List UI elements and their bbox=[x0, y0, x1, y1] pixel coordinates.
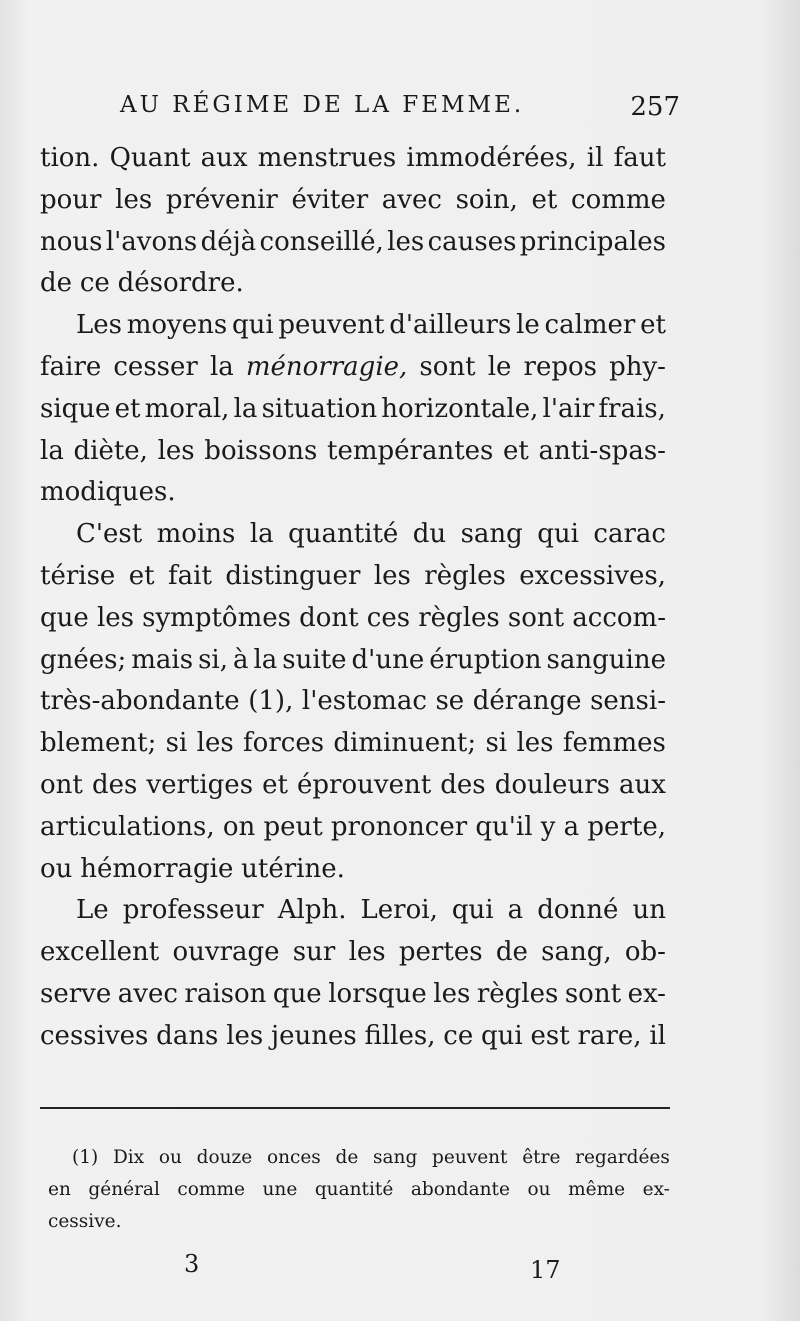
word: déjà bbox=[200, 226, 257, 257]
word: filles, bbox=[364, 1020, 436, 1051]
text-line bbox=[40, 681, 666, 723]
word: général bbox=[88, 1179, 160, 1200]
word: ou bbox=[40, 853, 73, 884]
text-line bbox=[40, 431, 666, 473]
word: térise bbox=[40, 560, 116, 591]
word: il bbox=[586, 143, 604, 173]
word: qui bbox=[231, 310, 274, 341]
word: phy- bbox=[609, 351, 666, 382]
word: que bbox=[40, 602, 89, 633]
text-line bbox=[40, 807, 666, 849]
word: règles bbox=[424, 560, 506, 591]
word: le bbox=[487, 351, 512, 382]
word: anti-spas- bbox=[538, 435, 666, 466]
word: les bbox=[157, 435, 195, 466]
word: ce bbox=[443, 1020, 474, 1051]
word: frais, bbox=[598, 393, 666, 424]
word: sensi- bbox=[590, 686, 666, 717]
word: aux bbox=[200, 143, 248, 173]
word: quantité bbox=[288, 519, 399, 550]
word: y bbox=[540, 811, 556, 842]
word: et bbox=[640, 310, 666, 341]
text-line bbox=[40, 138, 666, 180]
word: dans bbox=[156, 1020, 219, 1051]
word: perte, bbox=[587, 811, 666, 842]
word: (1), bbox=[248, 686, 294, 717]
word: ou bbox=[158, 1147, 182, 1168]
text-line bbox=[40, 640, 666, 682]
text-line bbox=[40, 305, 666, 347]
word: situation bbox=[261, 393, 378, 424]
word: se bbox=[435, 686, 465, 717]
word: les bbox=[196, 728, 234, 759]
word: raison bbox=[184, 978, 267, 1009]
word: d'une bbox=[351, 644, 425, 675]
word: Le bbox=[76, 895, 109, 926]
word: a bbox=[507, 895, 524, 926]
word: femmes bbox=[562, 728, 666, 759]
word: sanguine bbox=[546, 644, 666, 675]
word: pour bbox=[40, 184, 102, 215]
word: et bbox=[503, 435, 529, 466]
word: règles bbox=[476, 978, 559, 1009]
footnote-line bbox=[48, 1174, 670, 1206]
word: serve bbox=[40, 978, 112, 1009]
text-line bbox=[40, 849, 666, 891]
word: ouvrage bbox=[172, 937, 280, 968]
footnote-line bbox=[48, 1142, 670, 1174]
word: la bbox=[40, 435, 64, 466]
word: les bbox=[226, 1020, 264, 1051]
word: soin, bbox=[455, 184, 518, 215]
word: immodérées, bbox=[406, 143, 577, 173]
word: des bbox=[440, 769, 486, 800]
word: gnées; bbox=[40, 644, 127, 675]
word: cesser bbox=[113, 351, 198, 382]
text-line bbox=[40, 932, 666, 974]
word: Leroi, bbox=[360, 895, 438, 926]
word: douze bbox=[196, 1147, 253, 1168]
word: désordre. bbox=[117, 268, 244, 299]
text-line bbox=[40, 514, 666, 556]
word: forces bbox=[243, 728, 325, 759]
word: qu'il bbox=[475, 811, 533, 842]
word: de bbox=[40, 268, 73, 299]
word: faire bbox=[40, 351, 102, 382]
word: des bbox=[91, 769, 138, 800]
footnote-line bbox=[48, 1206, 670, 1238]
running-head: AU RÉGIME DE LA FEMME. bbox=[120, 92, 525, 118]
word: être bbox=[522, 1147, 561, 1168]
page-header bbox=[40, 92, 680, 128]
word: l'estomac bbox=[301, 686, 427, 717]
word: causes bbox=[427, 226, 517, 257]
word: la bbox=[209, 351, 234, 382]
word: rare, bbox=[577, 1020, 642, 1051]
word: les bbox=[96, 602, 134, 633]
word: articulations, bbox=[40, 811, 215, 842]
word: ménorragie, bbox=[245, 351, 408, 382]
word: excessives, bbox=[519, 560, 666, 591]
word: prévenir bbox=[165, 184, 278, 215]
word: avec bbox=[381, 184, 442, 215]
word: sont bbox=[564, 978, 622, 1009]
word: on bbox=[222, 811, 256, 842]
word: si bbox=[485, 728, 508, 759]
word: C'est bbox=[76, 519, 143, 550]
text-line bbox=[40, 890, 666, 932]
text-line bbox=[40, 222, 666, 264]
word: le bbox=[516, 310, 540, 341]
text-line bbox=[40, 556, 666, 598]
word: ont bbox=[40, 769, 83, 800]
word: prononcer bbox=[330, 811, 468, 842]
word: cessive. bbox=[48, 1211, 122, 1232]
word: règles bbox=[418, 602, 500, 633]
word: calmer bbox=[544, 310, 636, 341]
word: tion. bbox=[40, 143, 100, 173]
word: suite bbox=[282, 644, 347, 675]
word: moins bbox=[156, 519, 236, 550]
word: dérange bbox=[472, 686, 582, 717]
word: menstrues bbox=[257, 143, 397, 173]
word: il bbox=[649, 1020, 666, 1051]
word: qui bbox=[481, 1020, 523, 1051]
footnote bbox=[48, 1142, 670, 1238]
word: carac bbox=[593, 519, 666, 550]
word: très-abondante bbox=[40, 686, 240, 717]
word: principales bbox=[519, 226, 666, 257]
word: repos bbox=[523, 351, 597, 382]
word: modiques. bbox=[40, 477, 176, 508]
word: mais bbox=[131, 644, 194, 675]
word: peut bbox=[263, 811, 323, 842]
text-line bbox=[40, 347, 666, 389]
word: peuvent bbox=[432, 1147, 508, 1168]
word: accom- bbox=[572, 602, 666, 633]
word: si bbox=[165, 728, 188, 759]
word: ou bbox=[527, 1179, 551, 1200]
word: ces bbox=[366, 602, 411, 633]
word: onces bbox=[266, 1147, 321, 1168]
word: qui bbox=[537, 519, 579, 550]
word: de bbox=[495, 937, 528, 968]
word: faut bbox=[613, 143, 666, 173]
word: que bbox=[272, 978, 322, 1009]
word: excellent bbox=[40, 937, 160, 968]
word: sont bbox=[419, 351, 476, 382]
word: dont bbox=[299, 602, 359, 633]
word: cessives bbox=[40, 1020, 149, 1051]
word: (1) bbox=[72, 1147, 99, 1168]
word: utérine. bbox=[241, 853, 345, 884]
word: horizontale, bbox=[381, 393, 539, 424]
word: sang bbox=[373, 1147, 418, 1168]
body-text bbox=[40, 138, 666, 1058]
word: qui bbox=[451, 895, 494, 926]
word: d'ailleurs bbox=[389, 310, 512, 341]
word: la bbox=[249, 519, 274, 550]
word: et bbox=[114, 393, 141, 424]
word: la bbox=[253, 644, 278, 675]
word: éruption bbox=[429, 644, 542, 675]
text-line bbox=[40, 1016, 666, 1058]
word: quantité bbox=[314, 1179, 394, 1200]
word: abondante bbox=[410, 1179, 510, 1200]
word: blement; bbox=[40, 728, 157, 759]
word: peuvent bbox=[278, 310, 385, 341]
word: sique bbox=[40, 393, 111, 424]
signature-mark-left: 3 bbox=[184, 1250, 200, 1278]
word: Alph. bbox=[277, 895, 347, 926]
word: un bbox=[632, 895, 666, 926]
word: ex- bbox=[642, 1179, 670, 1200]
word: hémorragie bbox=[80, 853, 234, 884]
word: éviter bbox=[291, 184, 369, 215]
word: nous bbox=[40, 226, 103, 257]
word: les bbox=[115, 184, 153, 215]
text-line bbox=[40, 472, 666, 514]
word: les bbox=[387, 226, 425, 257]
word: diminuent; bbox=[333, 728, 477, 759]
text-line bbox=[40, 765, 666, 807]
word: si, bbox=[198, 644, 228, 675]
word: distinguer bbox=[225, 560, 361, 591]
word: sont bbox=[507, 602, 565, 633]
text-line bbox=[40, 974, 666, 1016]
word: Dix bbox=[112, 1147, 145, 1168]
word: et bbox=[531, 184, 558, 215]
word: ce bbox=[79, 268, 110, 299]
word: avec bbox=[117, 978, 178, 1009]
text-line bbox=[40, 180, 666, 222]
text-line bbox=[40, 263, 666, 305]
word: lorsque bbox=[328, 978, 427, 1009]
word: comme bbox=[571, 184, 666, 215]
word: aux bbox=[619, 769, 666, 800]
word: comme bbox=[177, 1179, 245, 1200]
word: les bbox=[348, 937, 386, 968]
word: moral, bbox=[144, 393, 230, 424]
word: sur bbox=[292, 937, 336, 968]
page-number: 257 bbox=[630, 92, 680, 122]
word: l'avons bbox=[105, 226, 198, 257]
word: en bbox=[48, 1179, 71, 1200]
word: professeur bbox=[122, 895, 264, 926]
word: les bbox=[433, 978, 471, 1009]
word: et bbox=[128, 560, 155, 591]
word: une bbox=[262, 1179, 298, 1200]
word: de bbox=[335, 1147, 359, 1168]
word: même bbox=[568, 1179, 626, 1200]
word: tempérantes bbox=[327, 435, 494, 466]
word: les bbox=[516, 728, 554, 759]
word: regardées bbox=[575, 1147, 670, 1168]
word: du bbox=[412, 519, 447, 550]
text-line bbox=[40, 598, 666, 640]
word: diète, bbox=[73, 435, 148, 466]
word: douleurs bbox=[494, 769, 610, 800]
word: Quant bbox=[109, 143, 191, 173]
signature-mark-right: 17 bbox=[530, 1256, 561, 1284]
word: moyens bbox=[126, 310, 228, 341]
word: sang bbox=[460, 519, 523, 550]
word: conseillé, bbox=[259, 226, 384, 257]
word: fait bbox=[168, 560, 212, 591]
word: a bbox=[563, 811, 580, 842]
footnote-rule bbox=[40, 1107, 670, 1109]
text-line bbox=[40, 723, 666, 765]
word: donné bbox=[537, 895, 619, 926]
word: à bbox=[232, 644, 249, 675]
word: sang, bbox=[541, 937, 612, 968]
word: ob- bbox=[624, 937, 666, 968]
word: la bbox=[233, 393, 258, 424]
word: symptômes bbox=[142, 602, 291, 633]
word: pertes bbox=[398, 937, 483, 968]
word: et bbox=[262, 769, 288, 800]
word: boissons bbox=[204, 435, 318, 466]
text-line bbox=[40, 389, 666, 431]
word: l'air bbox=[542, 393, 595, 424]
word: jeunes bbox=[271, 1020, 357, 1051]
word: est bbox=[530, 1020, 570, 1051]
word: vertiges bbox=[146, 769, 254, 800]
word: éprouvent bbox=[297, 769, 432, 800]
word: ex- bbox=[627, 978, 666, 1009]
word: les bbox=[373, 560, 411, 591]
word: Les bbox=[76, 310, 122, 341]
